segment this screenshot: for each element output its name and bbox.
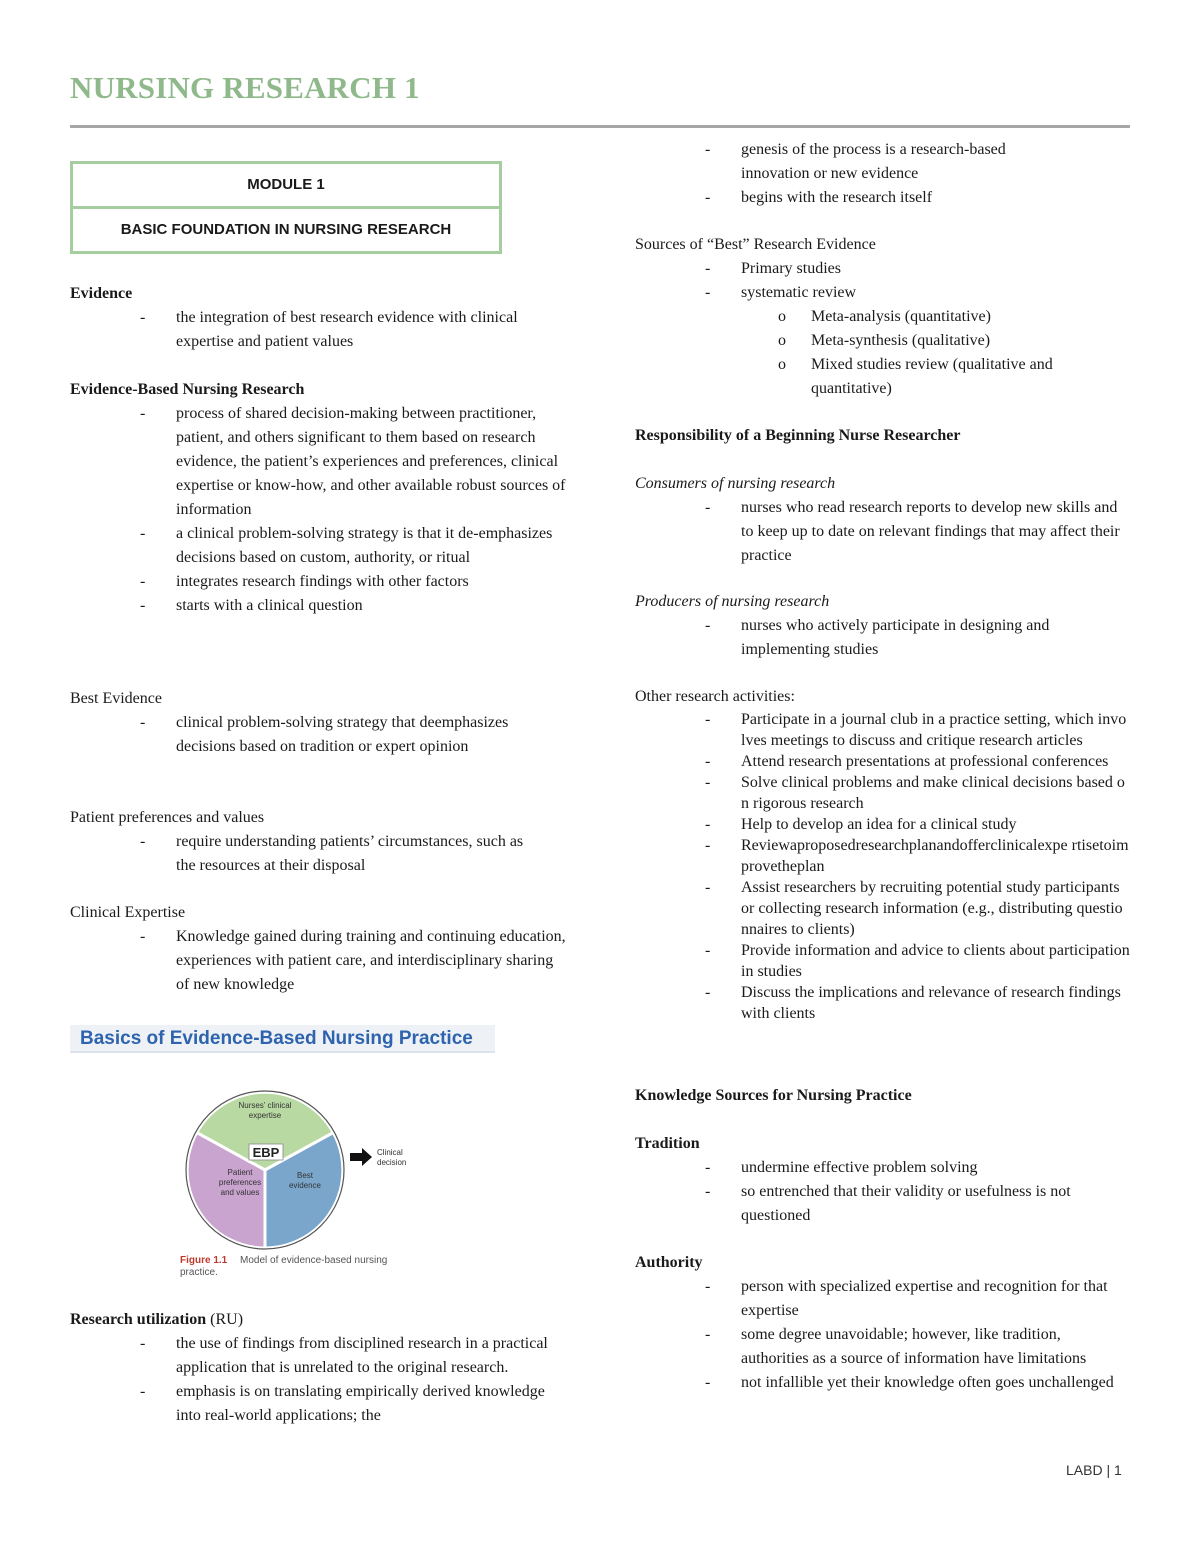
list-item: - genesis of the process is a research-based innovation or new evidence xyxy=(635,138,1075,186)
figure-caption-number: Figure 1.1 xyxy=(180,1255,228,1266)
section-heading: Consumers of nursing research xyxy=(635,475,836,492)
module-number: MODULE 1 xyxy=(247,176,325,193)
list-item: - require understanding patients’ circumstances, such as the resources at their disposal xyxy=(70,830,545,878)
list-item: - Provide information and advice to clients about participation in studies xyxy=(635,940,1130,982)
section-sources xyxy=(635,233,1130,401)
list-item: - starts with a clinical question xyxy=(70,594,570,618)
sub-list-item: o Meta-synthesis (qualitative) xyxy=(635,329,1105,353)
section-heading: Best Evidence xyxy=(70,690,162,707)
right-label-1: Best xyxy=(296,1171,314,1180)
header-rule xyxy=(70,125,1130,128)
arrow-label-2: decision xyxy=(377,1158,407,1167)
page-footer: LABD | 1 xyxy=(1066,1462,1122,1478)
figure-caption-text: Model of evidence-based nursing xyxy=(240,1255,388,1266)
module-name: BASIC FOUNDATION IN NURSING RESEARCH xyxy=(73,206,499,251)
list-item: - a clinical problem-solving strategy is that it de-emphasizes decisions based on custom, authority, or ritual xyxy=(70,522,570,570)
list-item: - Primary studies xyxy=(635,257,1130,281)
section-heading: Patient preferences and values xyxy=(70,809,265,826)
list-item: - Participate in a journal club in a practice setting, which involves meetings to discuss and critique research articles xyxy=(635,709,1130,751)
list-item: - so entrenched that their validity or usefulness is not questioned xyxy=(635,1180,1115,1228)
figure-caption-text-2: practice. xyxy=(180,1267,218,1278)
list-item: - person with specialized expertise and recognition for that expertise xyxy=(635,1275,1120,1323)
section-producers xyxy=(635,590,1130,662)
left-label-2: preferences xyxy=(218,1178,262,1187)
list-item: - emphasis is on translating empirically derived knowledge into real-world applications; the xyxy=(70,1380,550,1428)
left-label-1: Patient xyxy=(227,1168,253,1177)
list-item: - nurses who read research reports to develop new skills and to keep up to date on relevant findings that may affect their practice xyxy=(635,496,1120,568)
list-item: - clinical problem-solving strategy that deemphasizes decisions based on tradition or expert opinion xyxy=(70,711,530,759)
section-authority xyxy=(635,1251,1130,1395)
section-evidence xyxy=(70,282,570,354)
section-research-utilization xyxy=(70,1308,570,1428)
module-box xyxy=(70,161,502,254)
section-patient-preferences xyxy=(70,806,570,878)
section-heading-knowledge: Knowledge Sources for Nursing Practice xyxy=(635,1087,912,1104)
section-heading: Evidence xyxy=(70,285,133,302)
list-item: - Reviewaproposedresearchplanandofferclinicalexpe rtisetoimprovetheplan xyxy=(635,835,1130,877)
list-item: - the integration of best research evidence with clinical expertise and patient values xyxy=(70,306,530,354)
list-item: - begins with the research itself xyxy=(635,186,1075,210)
top-label-2: expertise xyxy=(248,1111,282,1120)
section-continued xyxy=(635,138,1130,210)
list-item: - systematic review xyxy=(635,281,1130,305)
list-item: - not infallible yet their knowledge often goes unchallenged xyxy=(635,1371,1120,1395)
figure-title: Basics of Evidence-Based Nursing Practice xyxy=(70,1025,495,1053)
arrow-label-1: Clinical xyxy=(377,1148,403,1157)
list-item: - integrates research findings with other factors xyxy=(70,570,570,594)
left-label-3: and values xyxy=(220,1188,260,1197)
section-heading-responsibility: Responsibility of a Beginning Nurse Researcher xyxy=(635,427,961,444)
ebp-center-label: EBP xyxy=(252,1145,280,1160)
sub-list-item: o Mixed studies review (qualitative and quantitative) xyxy=(635,353,1105,401)
section-consumers xyxy=(635,472,1130,568)
list-item: - Discuss the implications and relevance of research findings with clients xyxy=(635,982,1130,1024)
section-heading: Sources of “Best” Research Evidence xyxy=(635,236,876,253)
list-item: - nurses who actively participate in designing and implementing studies xyxy=(635,614,1120,662)
list-item: - some degree unavoidable; however, like tradition, authorities as a source of information have limitations xyxy=(635,1323,1120,1371)
right-label-2: evidence xyxy=(288,1181,322,1190)
section-heading: Tradition xyxy=(635,1135,700,1152)
list-item: - undermine effective problem solving xyxy=(635,1156,1115,1180)
section-heading: Producers of nursing research xyxy=(635,593,830,610)
section-ebnr xyxy=(70,378,570,618)
section-heading: Clinical Expertise xyxy=(70,904,186,921)
arrow-icon xyxy=(350,1148,372,1166)
section-other-activities xyxy=(635,685,1130,1024)
top-label-1: Nurses’ clinical xyxy=(238,1101,292,1110)
list-item: - Solve clinical problems and make clinical decisions based on rigorous research xyxy=(635,772,1130,814)
section-heading: Other research activities: xyxy=(635,688,795,705)
list-item: - Knowledge gained during training and continuing education, experiences with patient care, and interdisciplinary sharing of new knowledge xyxy=(70,925,570,997)
sub-list-item: o Meta-analysis (quantitative) xyxy=(635,305,1105,329)
section-heading: Research utilization xyxy=(70,1311,207,1328)
section-heading-suffix: (RU) xyxy=(206,1311,244,1328)
section-heading: Authority xyxy=(635,1254,703,1271)
section-clinical-expertise xyxy=(70,901,570,997)
section-tradition xyxy=(635,1132,1130,1228)
list-item: - Assist researchers by recruiting potential study participants or collecting research information (e.g., distributing questionnaires to clients) xyxy=(635,877,1130,940)
list-item: - Attend research presentations at professional conferences xyxy=(635,751,1130,772)
section-heading: Evidence-Based Nursing Research xyxy=(70,381,305,398)
list-item: - Help to develop an idea for a clinical study xyxy=(635,814,1130,835)
page-title: NURSING RESEARCH 1 xyxy=(70,70,420,105)
section-best-evidence xyxy=(70,687,570,759)
ebp-figure xyxy=(170,1065,430,1285)
list-item: - process of shared decision-making between practitioner, patient, and others significant to them based on research evidence, the patient’s experiences and preferences, clinical expertise or know-how, and other available robust sources of information xyxy=(70,402,570,522)
list-item: - the use of findings from disciplined research in a practical application that is unrelated to the original research. xyxy=(70,1332,550,1380)
